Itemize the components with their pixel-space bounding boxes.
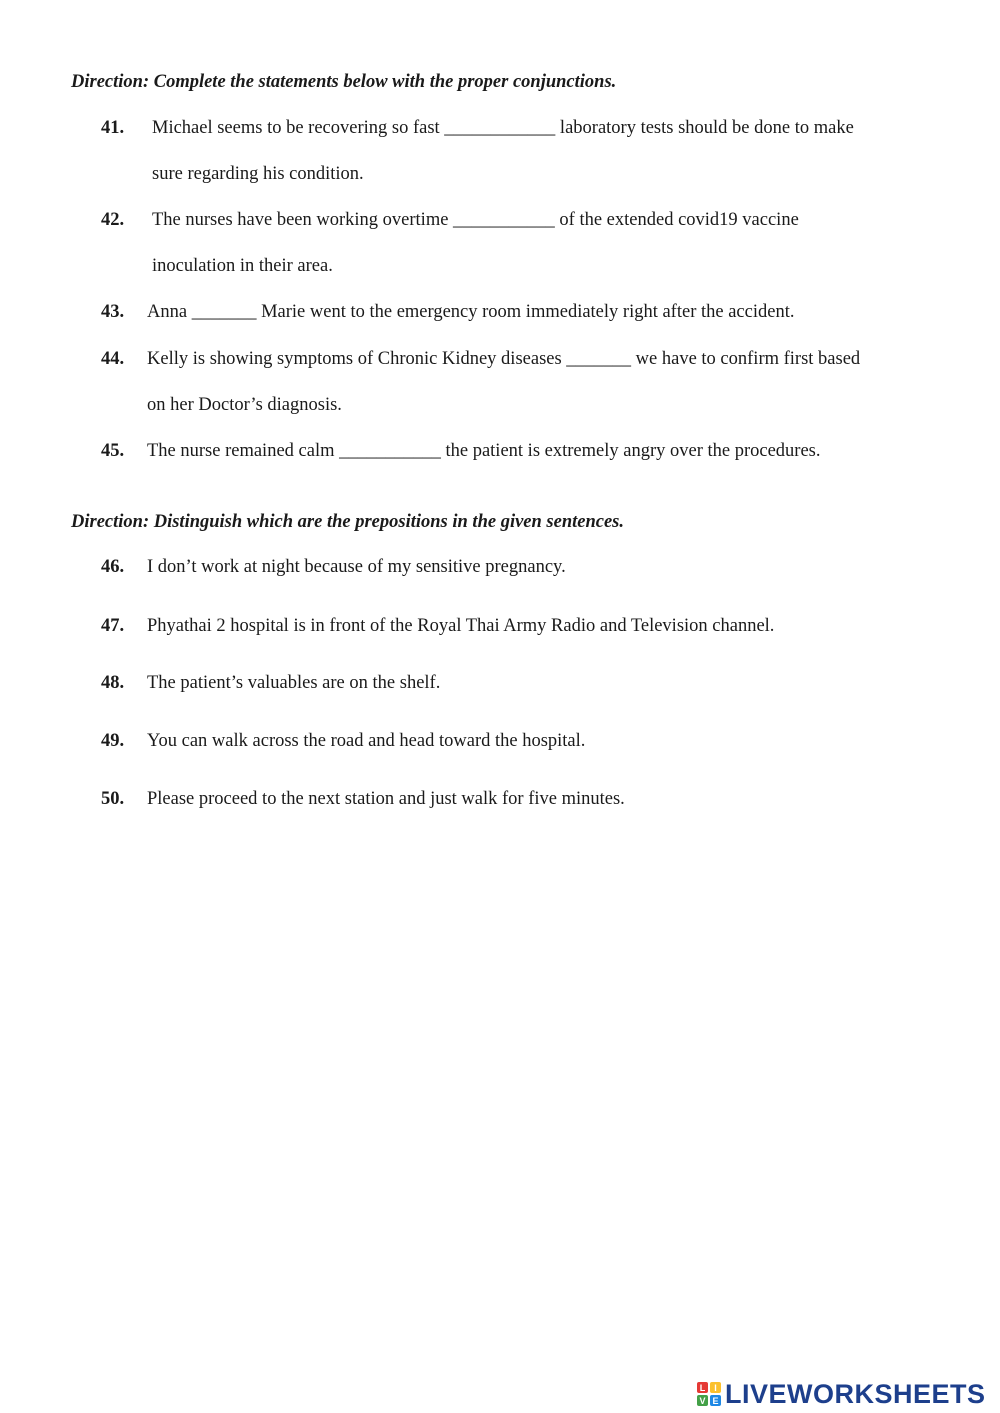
- logo-tile: V: [697, 1395, 708, 1406]
- question-text: I don’t work at night because of my sensitive pregnancy.: [147, 557, 566, 577]
- question-number: 46.: [101, 557, 125, 577]
- question-text: The nurse remained calm ___________ the patient is extremely angry over the procedures.: [147, 441, 821, 461]
- question-number: 49.: [101, 731, 125, 751]
- direction-conjunctions: Direction: Complete the statements below with the proper conjunctions.: [71, 72, 617, 92]
- question-41-continuation: sure regarding his condition.: [152, 164, 364, 184]
- logo-tile: L: [697, 1382, 708, 1393]
- question-text: The nurses have been working overtime ___________ of the extended covid19 vaccine: [152, 210, 799, 230]
- question-text: Kelly is showing symptoms of Chronic Kidney diseases _______ we have to confirm first based: [147, 349, 861, 369]
- direction-prepositions: Direction: Distinguish which are the prepositions in the given sentences.: [71, 512, 625, 532]
- question-41: [101, 118, 854, 139]
- question-number: 48.: [101, 673, 125, 693]
- liveworksheets-logo: [697, 1379, 986, 1409]
- question-number: 47.: [101, 616, 125, 636]
- logo-tile: E: [710, 1395, 721, 1406]
- question-text: You can walk across the road and head toward the hospital.: [147, 731, 586, 751]
- question-50: [101, 789, 625, 810]
- question-44: [101, 349, 860, 370]
- question-48: [101, 673, 440, 694]
- question-text: Michael seems to be recovering so fast ____________ laboratory tests should be done to make: [152, 118, 854, 138]
- question-49: [101, 731, 585, 752]
- question-number: 42.: [101, 210, 125, 230]
- question-text: Phyathai 2 hospital is in front of the Royal Thai Army Radio and Television channel.: [147, 616, 775, 636]
- question-text: Anna _______ Marie went to the emergency room immediately right after the accident.: [147, 302, 795, 322]
- question-44-continuation: on her Doctor’s diagnosis.: [147, 395, 342, 415]
- liveworksheets-logo-icon: [697, 1382, 721, 1406]
- question-number: 41.: [101, 118, 125, 138]
- question-number: 45.: [101, 441, 125, 461]
- question-47: [101, 616, 774, 637]
- question-46: [101, 557, 566, 578]
- liveworksheets-logo-text: LIVEWORKSHEETS: [725, 1378, 986, 1409]
- question-text: Please proceed to the next station and just walk for five minutes.: [147, 789, 625, 809]
- question-43: [101, 302, 794, 323]
- question-42: [101, 210, 799, 231]
- question-text: The patient’s valuables are on the shelf.: [147, 673, 441, 693]
- logo-tile: I: [710, 1382, 721, 1393]
- question-45: [101, 441, 820, 462]
- question-number: 43.: [101, 302, 125, 322]
- question-number: 50.: [101, 789, 125, 809]
- question-number: 44.: [101, 349, 125, 369]
- question-42-continuation: inoculation in their area.: [152, 256, 333, 276]
